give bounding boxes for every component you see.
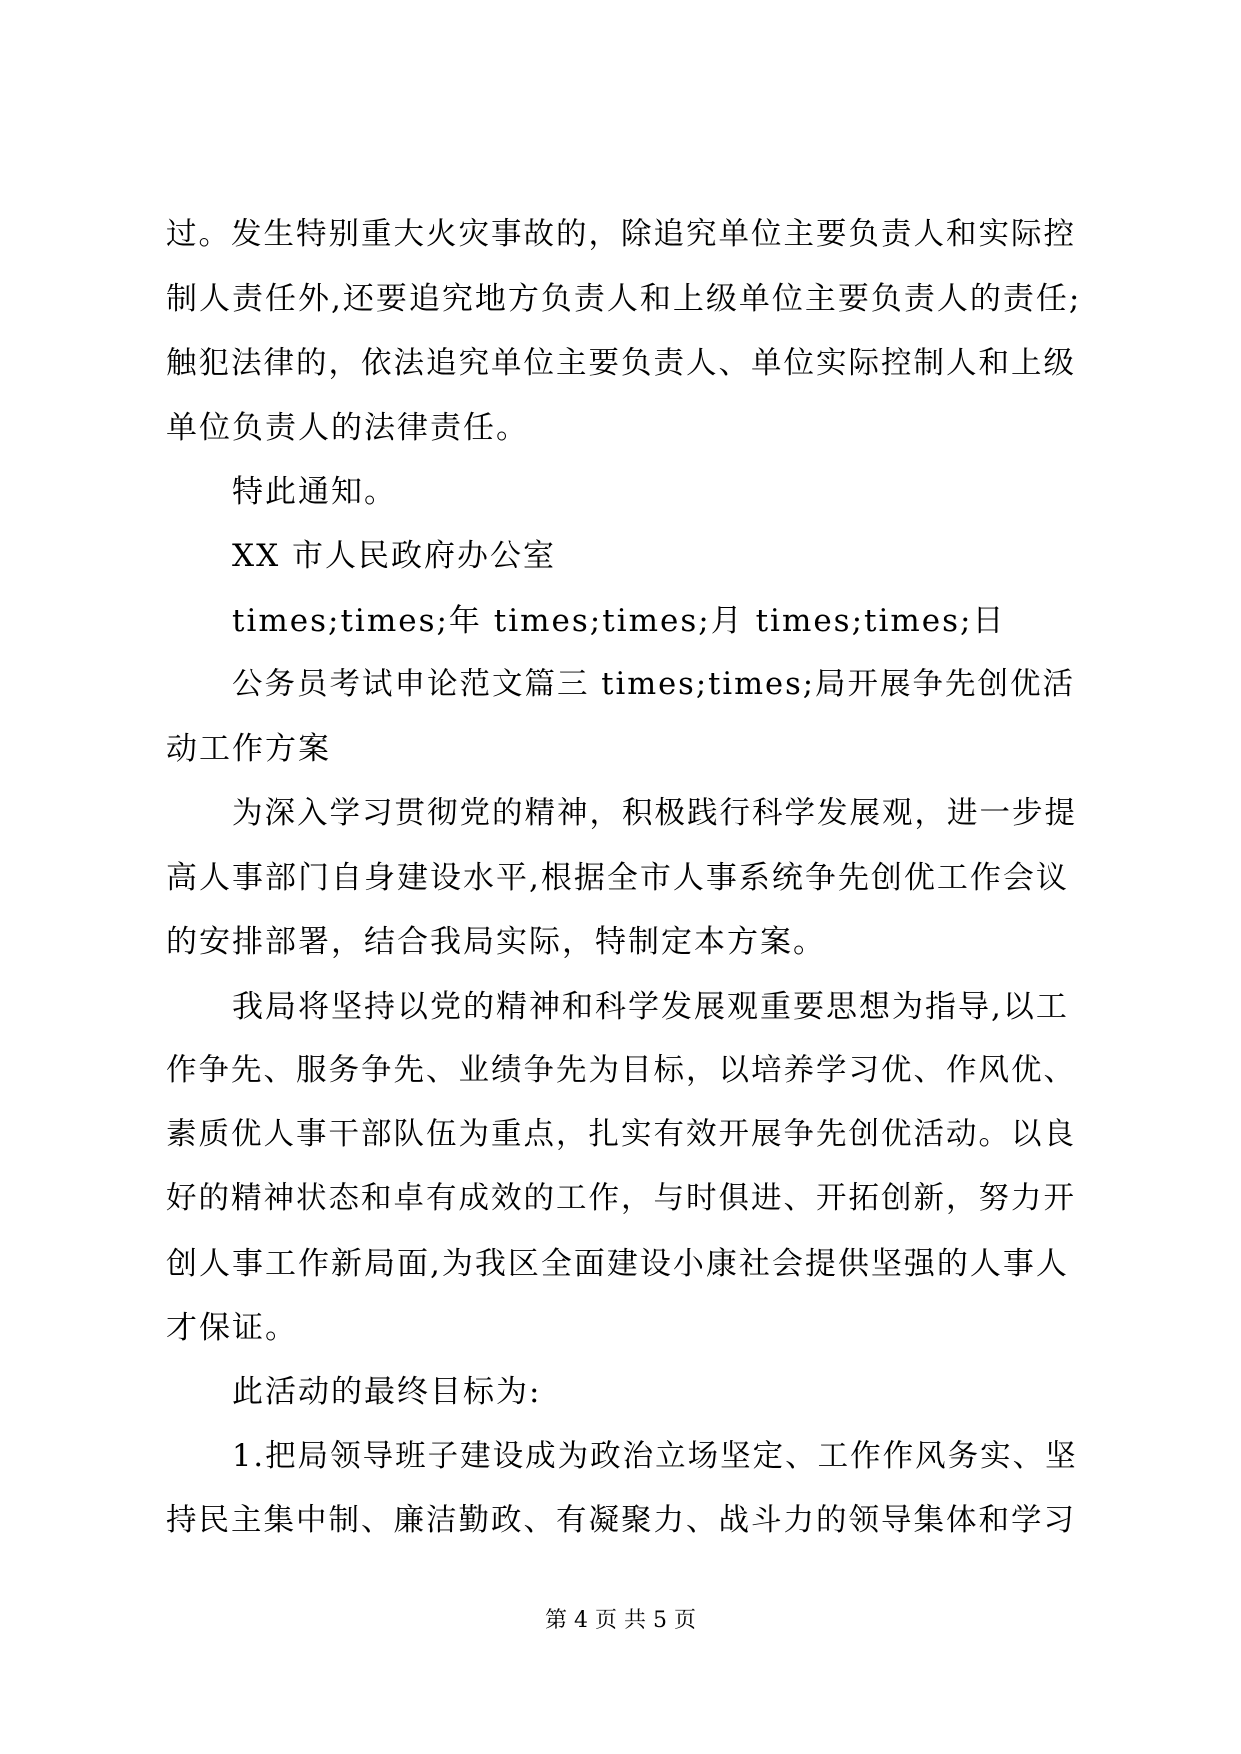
text-line: 好的精神状态和卓有成效的工作，与时俱进、开拓创新，努力开 [166,1181,1076,1217]
text-line: 制人责任外,还要追究地方负责人和上级单位主要负责人的责任; [166,281,1082,318]
text-line: 的安排部署，结合我局实际，特制定本方案。 [166,924,826,961]
text-line: 此活动的最终目标为: [232,1374,542,1411]
text-line: 为深入学习贯彻党的精神，积极践行科学发展观，进一步提 [232,795,1077,831]
text-line: 公务员考试申论范文篇三 times;times;局开展争先创优活 [232,667,1076,703]
text-line: XX 市人民政府办公室 [232,538,556,575]
text-line: times;times;年 times;times;月 times;times;日 [232,602,1006,639]
text-line: 特此通知。 [232,474,397,511]
text-line: 触犯法律的，依法追究单位主要负责人、单位实际控制人和上级 [166,345,1076,381]
page-footer: 第 4 页 共 5 页 [545,1608,696,1633]
text-line: 高人事部门自身建设水平,根据全市人事系统争先创优工作会议 [166,859,1069,896]
text-line: 素质优人事干部队伍为重点，扎实有效开展争先创优活动。以良 [166,1117,1076,1153]
text-line: 1.把局领导班子建设成为政治立场坚定、工作作风务实、坚 [232,1438,1078,1474]
text-line: 单位负责人的法律责任。 [166,409,529,446]
text-line: 过。发生特别重大火灾事故的，除追究单位主要负责人和实际控 [166,217,1076,252]
text-line: 动工作方案 [166,731,331,768]
text-line: 才保证。 [166,1310,298,1347]
text-line: 创人事工作新局面,为我区全面建设小康社会提供坚强的人事人 [166,1245,1069,1282]
text-line: 持民主集中制、廉洁勤政、有凝聚力、战斗力的领导集体和学习 [166,1502,1076,1538]
document-body [166,203,1086,1553]
text-line: 我局将坚持以党的精神和科学发展观重要思想为指导,以工 [232,988,1069,1025]
text-line: 作争先、服务争先、业绩争先为目标，以培养学习优、作风优、 [166,1052,1076,1088]
